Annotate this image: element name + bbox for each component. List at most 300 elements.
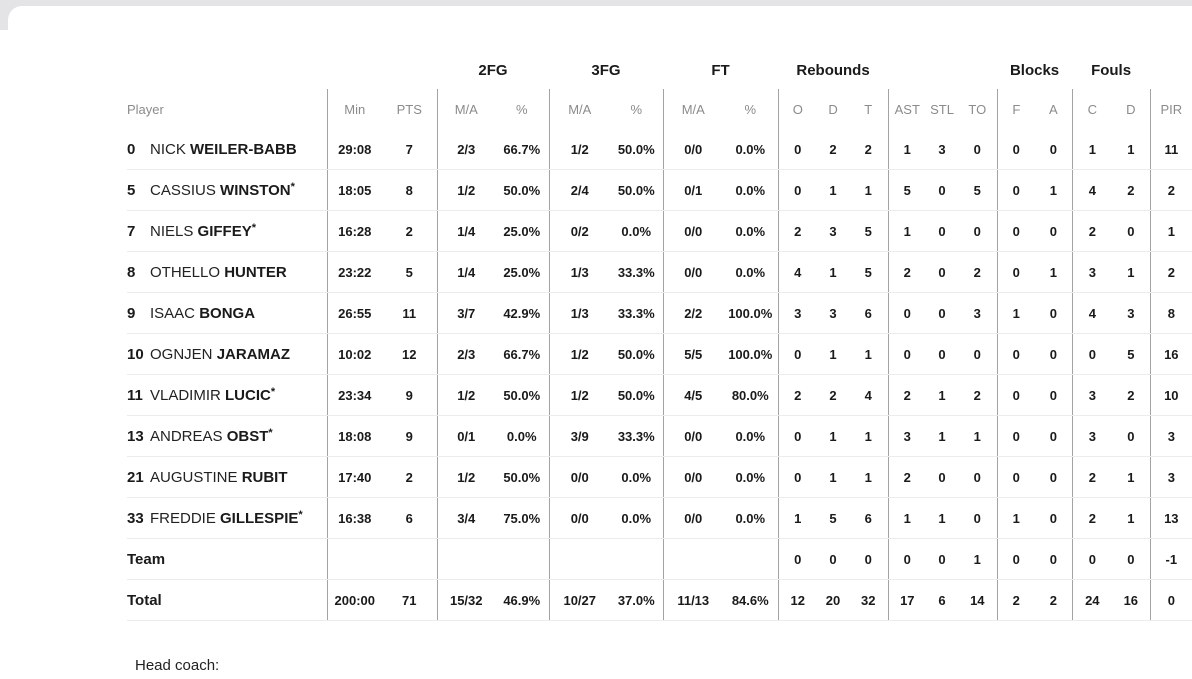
stat-3fg-pct: 37.0% bbox=[610, 580, 663, 621]
stat-pts: 12 bbox=[382, 334, 437, 375]
stat-pts: 9 bbox=[382, 416, 437, 457]
stat-reb-d: 0 bbox=[817, 539, 849, 580]
stat-2fg-ma bbox=[437, 539, 495, 580]
stat-ast: 2 bbox=[888, 252, 926, 293]
stat-to: 3 bbox=[958, 293, 997, 334]
player-last-name: WEILER-BABB bbox=[190, 140, 297, 158]
stat-min: 23:22 bbox=[327, 252, 382, 293]
stat-blk-a: 2 bbox=[1035, 580, 1072, 621]
stat-pir: 2 bbox=[1150, 252, 1192, 293]
stat-to: 0 bbox=[958, 129, 997, 170]
stat-reb-o: 12 bbox=[778, 580, 817, 621]
stat-ft-ma: 0/0 bbox=[663, 457, 723, 498]
jersey-number: 8 bbox=[127, 263, 136, 281]
stat-2fg-pct: 25.0% bbox=[495, 252, 549, 293]
player-first-name: OTHELLO bbox=[150, 263, 225, 281]
stat-ast: 17 bbox=[888, 580, 926, 621]
jersey-number: 9 bbox=[127, 304, 136, 322]
stat-pts: 71 bbox=[382, 580, 437, 621]
total-row-label: Total bbox=[127, 580, 327, 621]
stat-ast: 1 bbox=[888, 211, 926, 252]
stat-2fg-ma: 1/4 bbox=[437, 252, 495, 293]
column-header-to: TO bbox=[968, 101, 987, 117]
total-row bbox=[127, 580, 1192, 621]
player-first-name: AUGUSTINE bbox=[150, 468, 242, 486]
stat-reb-d: 5 bbox=[817, 498, 849, 539]
stat-foul-c: 3 bbox=[1072, 252, 1112, 293]
stat-3fg-pct: 50.0% bbox=[610, 375, 663, 416]
player-row bbox=[127, 252, 1192, 293]
stat-ft-pct: 0.0% bbox=[723, 457, 778, 498]
stat-ast: 0 bbox=[888, 293, 926, 334]
stat-blk-f: 0 bbox=[997, 170, 1035, 211]
stat-3fg-pct: 33.3% bbox=[610, 416, 663, 457]
column-header-foul-c: C bbox=[1072, 89, 1112, 129]
stat-3fg-ma: 0/0 bbox=[549, 457, 610, 498]
player-first-name: ANDREAS bbox=[150, 427, 227, 445]
stat-pts: 6 bbox=[382, 498, 437, 539]
stat-pir: 8 bbox=[1150, 293, 1192, 334]
column-header-2fg-pct: % bbox=[515, 101, 528, 117]
stat-reb-t: 2 bbox=[849, 129, 888, 170]
column-header-stl: STL bbox=[930, 101, 954, 117]
stat-pir: 3 bbox=[1150, 457, 1192, 498]
stat-foul-d: 0 bbox=[1112, 416, 1150, 457]
jersey-number: 21 bbox=[127, 468, 144, 486]
stat-3fg-ma: 1/2 bbox=[549, 334, 610, 375]
stat-min: 18:05 bbox=[327, 170, 382, 211]
group-header-blocks: Blocks bbox=[1009, 62, 1060, 79]
stat-min: 16:38 bbox=[327, 498, 382, 539]
column-header-row bbox=[127, 89, 1192, 129]
stat-ft-ma bbox=[663, 539, 723, 580]
stat-foul-c: 0 bbox=[1072, 334, 1112, 375]
stat-stl: 1 bbox=[926, 498, 958, 539]
player-first-name: NICK bbox=[150, 140, 191, 158]
column-header-min: Min bbox=[327, 89, 382, 129]
player-name-cell bbox=[127, 170, 327, 211]
column-header-ft-pct: % bbox=[744, 101, 757, 117]
stat-min: 26:55 bbox=[327, 293, 382, 334]
player-last-name: HUNTER bbox=[224, 263, 287, 281]
jersey-number: 13 bbox=[127, 427, 144, 445]
stat-ft-pct: 0.0% bbox=[723, 252, 778, 293]
stat-3fg-ma: 1/2 bbox=[549, 129, 610, 170]
stat-blk-f: 0 bbox=[997, 334, 1035, 375]
stat-to: 1 bbox=[958, 539, 997, 580]
stat-2fg-pct: 0.0% bbox=[495, 416, 549, 457]
player-row bbox=[127, 129, 1192, 170]
box-score-card bbox=[8, 6, 1192, 679]
table-header bbox=[127, 6, 1192, 129]
stat-reb-o: 1 bbox=[778, 498, 817, 539]
stat-2fg-pct: 25.0% bbox=[495, 211, 549, 252]
stat-stl: 0 bbox=[926, 539, 958, 580]
stat-2fg-ma: 15/32 bbox=[437, 580, 495, 621]
stat-stl: 1 bbox=[926, 375, 958, 416]
stat-reb-d: 3 bbox=[817, 211, 849, 252]
player-row bbox=[127, 170, 1192, 211]
stat-reb-t: 6 bbox=[849, 498, 888, 539]
stat-blk-a: 1 bbox=[1035, 170, 1072, 211]
stat-2fg-ma: 1/4 bbox=[437, 211, 495, 252]
stat-3fg-ma bbox=[549, 539, 610, 580]
group-header-rebounds: Rebounds bbox=[796, 62, 870, 79]
player-name-cell bbox=[127, 293, 327, 334]
stat-2fg-pct: 50.0% bbox=[495, 375, 549, 416]
stat-blk-f: 0 bbox=[997, 129, 1035, 170]
player-name-cell bbox=[127, 498, 327, 539]
stat-3fg-pct: 50.0% bbox=[610, 129, 663, 170]
column-header-ft-ma: M/A bbox=[663, 89, 723, 129]
column-header-3fg-pct: % bbox=[630, 101, 643, 117]
stat-pir: 1 bbox=[1150, 211, 1192, 252]
stat-foul-d: 1 bbox=[1112, 129, 1150, 170]
stat-pir: 16 bbox=[1150, 334, 1192, 375]
stat-ft-ma: 0/0 bbox=[663, 252, 723, 293]
stat-reb-t: 5 bbox=[849, 252, 888, 293]
stat-ft-pct: 100.0% bbox=[723, 334, 778, 375]
stat-reb-t: 1 bbox=[849, 170, 888, 211]
stat-reb-d: 20 bbox=[817, 580, 849, 621]
stat-ast: 0 bbox=[888, 334, 926, 375]
stat-blk-f: 0 bbox=[997, 457, 1035, 498]
player-row bbox=[127, 416, 1192, 457]
stat-reb-o: 0 bbox=[778, 539, 817, 580]
stat-reb-d: 1 bbox=[817, 457, 849, 498]
stat-foul-d: 16 bbox=[1112, 580, 1150, 621]
stat-2fg-ma: 2/3 bbox=[437, 334, 495, 375]
stat-blk-a: 0 bbox=[1035, 293, 1072, 334]
stat-2fg-ma: 3/4 bbox=[437, 498, 495, 539]
stat-pts: 7 bbox=[382, 129, 437, 170]
group-header-2fg: 2FG bbox=[478, 62, 508, 79]
column-header-blk-f: F bbox=[997, 89, 1035, 129]
stat-blk-f: 0 bbox=[997, 416, 1035, 457]
stat-ft-ma: 11/13 bbox=[663, 580, 723, 621]
stat-to: 2 bbox=[958, 252, 997, 293]
stat-foul-c: 2 bbox=[1072, 457, 1112, 498]
player-first-name: ISAAC bbox=[150, 304, 200, 322]
group-header-ft: FT bbox=[711, 62, 730, 79]
stat-reb-o: 2 bbox=[778, 211, 817, 252]
stat-stl: 6 bbox=[926, 580, 958, 621]
stat-2fg-pct: 42.9% bbox=[495, 293, 549, 334]
stat-min: 18:08 bbox=[327, 416, 382, 457]
stat-ast: 1 bbox=[888, 129, 926, 170]
jersey-number: 7 bbox=[127, 222, 136, 240]
stat-to: 0 bbox=[958, 211, 997, 252]
stat-2fg-ma: 0/1 bbox=[437, 416, 495, 457]
column-header-foul-d: D bbox=[1126, 101, 1136, 117]
stat-ft-pct: 0.0% bbox=[723, 211, 778, 252]
stat-foul-c: 1 bbox=[1072, 129, 1112, 170]
player-row bbox=[127, 498, 1192, 539]
jersey-number: 5 bbox=[127, 181, 136, 199]
stat-blk-a: 0 bbox=[1035, 129, 1072, 170]
stat-pir: 10 bbox=[1150, 375, 1192, 416]
stat-min: 16:28 bbox=[327, 211, 382, 252]
stat-reb-t: 32 bbox=[849, 580, 888, 621]
stat-pts: 8 bbox=[382, 170, 437, 211]
group-spacer bbox=[127, 6, 437, 89]
group-spacer bbox=[888, 6, 997, 89]
stat-2fg-ma: 1/2 bbox=[437, 457, 495, 498]
stat-ft-pct: 0.0% bbox=[723, 170, 778, 211]
group-spacer bbox=[1150, 6, 1192, 89]
jersey-number: 0 bbox=[127, 140, 136, 158]
stat-ft-ma: 0/0 bbox=[663, 498, 723, 539]
stat-pir: 11 bbox=[1150, 129, 1192, 170]
stat-stl: 0 bbox=[926, 170, 958, 211]
stat-foul-c: 0 bbox=[1072, 539, 1112, 580]
stat-foul-c: 24 bbox=[1072, 580, 1112, 621]
stat-3fg-ma: 1/3 bbox=[549, 252, 610, 293]
stat-ft-pct: 84.6% bbox=[723, 580, 778, 621]
stat-ast: 0 bbox=[888, 539, 926, 580]
stat-2fg-ma: 1/2 bbox=[437, 170, 495, 211]
player-first-name: FREDDIE bbox=[150, 509, 221, 527]
stat-3fg-ma: 1/3 bbox=[549, 293, 610, 334]
player-last-name: LUCIC bbox=[225, 386, 271, 404]
stat-pts: 2 bbox=[382, 457, 437, 498]
group-header-3fg: 3FG bbox=[591, 62, 621, 79]
stat-foul-c: 3 bbox=[1072, 375, 1112, 416]
stat-pts: 5 bbox=[382, 252, 437, 293]
player-row bbox=[127, 211, 1192, 252]
player-row bbox=[127, 375, 1192, 416]
stat-reb-o: 0 bbox=[778, 334, 817, 375]
player-first-name: CASSIUS bbox=[150, 181, 221, 199]
stat-blk-f: 1 bbox=[997, 498, 1035, 539]
stat-3fg-ma: 2/4 bbox=[549, 170, 610, 211]
starter-mark: * bbox=[251, 221, 256, 234]
player-last-name: WINSTON bbox=[220, 181, 291, 199]
stat-stl: 0 bbox=[926, 211, 958, 252]
stat-foul-c: 4 bbox=[1072, 170, 1112, 211]
stat-pir: 3 bbox=[1150, 416, 1192, 457]
column-header-ast: AST bbox=[888, 89, 926, 129]
stat-3fg-ma: 0/2 bbox=[549, 211, 610, 252]
stat-reb-d: 3 bbox=[817, 293, 849, 334]
stat-reb-t: 1 bbox=[849, 457, 888, 498]
stat-3fg-pct: 33.3% bbox=[610, 252, 663, 293]
stat-3fg-ma: 1/2 bbox=[549, 375, 610, 416]
stat-ft-ma: 0/1 bbox=[663, 170, 723, 211]
column-header-pts: PTS bbox=[396, 101, 422, 117]
stat-ft-ma: 5/5 bbox=[663, 334, 723, 375]
stat-stl: 0 bbox=[926, 334, 958, 375]
player-name-cell bbox=[127, 252, 327, 293]
stat-2fg-pct: 75.0% bbox=[495, 498, 549, 539]
player-row bbox=[127, 293, 1192, 334]
stat-reb-t: 0 bbox=[849, 539, 888, 580]
stat-to: 0 bbox=[958, 498, 997, 539]
stat-reb-t: 5 bbox=[849, 211, 888, 252]
stat-3fg-pct: 50.0% bbox=[610, 334, 663, 375]
stat-2fg-pct: 50.0% bbox=[495, 457, 549, 498]
stat-2fg-ma: 2/3 bbox=[437, 129, 495, 170]
stat-min: 200:00 bbox=[327, 580, 382, 621]
column-header-reb-d: D bbox=[828, 101, 838, 117]
stat-2fg-pct: 66.7% bbox=[495, 129, 549, 170]
stat-2fg-pct: 66.7% bbox=[495, 334, 549, 375]
stat-2fg-ma: 1/2 bbox=[437, 375, 495, 416]
player-row bbox=[127, 334, 1192, 375]
stat-blk-f: 0 bbox=[997, 539, 1035, 580]
stat-pir: -1 bbox=[1150, 539, 1192, 580]
stat-foul-c: 2 bbox=[1072, 211, 1112, 252]
stat-to: 1 bbox=[958, 416, 997, 457]
stat-3fg-ma: 3/9 bbox=[549, 416, 610, 457]
column-header-3fg-ma: M/A bbox=[549, 89, 610, 129]
stat-ft-pct bbox=[723, 539, 778, 580]
stat-blk-f: 0 bbox=[997, 375, 1035, 416]
stat-ft-pct: 0.0% bbox=[723, 498, 778, 539]
starter-mark: * bbox=[290, 180, 295, 193]
starter-mark: * bbox=[268, 426, 273, 439]
player-last-name: OBST bbox=[226, 427, 269, 445]
stat-3fg-pct: 50.0% bbox=[610, 170, 663, 211]
stat-ft-pct: 80.0% bbox=[723, 375, 778, 416]
stat-pir: 0 bbox=[1150, 580, 1192, 621]
stat-reb-t: 1 bbox=[849, 334, 888, 375]
stat-blk-a: 0 bbox=[1035, 457, 1072, 498]
player-first-name: NIELS bbox=[150, 222, 198, 240]
stat-min: 29:08 bbox=[327, 129, 382, 170]
stat-blk-a: 0 bbox=[1035, 416, 1072, 457]
stat-stl: 0 bbox=[926, 252, 958, 293]
team-row-label: Team bbox=[127, 539, 327, 580]
stat-reb-o: 2 bbox=[778, 375, 817, 416]
stat-blk-a: 0 bbox=[1035, 375, 1072, 416]
starter-mark: * bbox=[270, 385, 276, 398]
player-name-cell bbox=[127, 375, 327, 416]
stat-reb-t: 6 bbox=[849, 293, 888, 334]
starter-mark: * bbox=[298, 508, 303, 521]
stat-pts bbox=[382, 539, 437, 580]
column-header-reb-t: T bbox=[864, 101, 873, 117]
stat-3fg-pct: 0.0% bbox=[610, 457, 663, 498]
column-header-player: Player bbox=[127, 101, 164, 117]
player-last-name: GIFFEY bbox=[197, 222, 252, 240]
stat-pts: 9 bbox=[382, 375, 437, 416]
stat-blk-f: 1 bbox=[997, 293, 1035, 334]
box-score-table bbox=[127, 6, 1192, 621]
stat-to: 14 bbox=[958, 580, 997, 621]
stat-ft-ma: 0/0 bbox=[663, 129, 723, 170]
stat-ft-pct: 100.0% bbox=[723, 293, 778, 334]
stat-foul-d: 1 bbox=[1112, 457, 1150, 498]
player-name-cell bbox=[127, 457, 327, 498]
stat-foul-d: 0 bbox=[1112, 539, 1150, 580]
stat-ft-pct: 0.0% bbox=[723, 416, 778, 457]
stat-foul-d: 0 bbox=[1112, 211, 1150, 252]
stat-foul-d: 5 bbox=[1112, 334, 1150, 375]
group-header-row bbox=[127, 6, 1192, 89]
stat-reb-o: 0 bbox=[778, 457, 817, 498]
player-name-cell bbox=[127, 416, 327, 457]
table-body bbox=[127, 129, 1192, 621]
column-header-pir: PIR bbox=[1150, 89, 1192, 129]
stat-3fg-pct: 0.0% bbox=[610, 498, 663, 539]
stat-3fg-pct bbox=[610, 539, 663, 580]
player-last-name: RUBIT bbox=[241, 468, 288, 486]
stat-to: 0 bbox=[958, 457, 997, 498]
stat-to: 0 bbox=[958, 334, 997, 375]
stat-foul-d: 1 bbox=[1112, 498, 1150, 539]
stat-blk-a: 0 bbox=[1035, 211, 1072, 252]
stat-ft-pct: 0.0% bbox=[723, 129, 778, 170]
stat-2fg-pct: 50.0% bbox=[495, 170, 549, 211]
player-name-cell bbox=[127, 334, 327, 375]
stat-foul-d: 1 bbox=[1112, 252, 1150, 293]
stat-2fg-pct: 46.9% bbox=[495, 580, 549, 621]
stat-to: 2 bbox=[958, 375, 997, 416]
jersey-number: 11 bbox=[127, 386, 143, 404]
stat-blk-a: 0 bbox=[1035, 539, 1072, 580]
stat-stl: 0 bbox=[926, 293, 958, 334]
stat-reb-d: 1 bbox=[817, 334, 849, 375]
column-header-blk-a: A bbox=[1048, 101, 1058, 117]
stat-blk-f: 0 bbox=[997, 211, 1035, 252]
stat-foul-d: 2 bbox=[1112, 170, 1150, 211]
stat-reb-t: 4 bbox=[849, 375, 888, 416]
player-first-name: VLADIMIR bbox=[150, 386, 226, 404]
stat-foul-c: 2 bbox=[1072, 498, 1112, 539]
stat-blk-a: 1 bbox=[1035, 252, 1072, 293]
stat-reb-o: 3 bbox=[778, 293, 817, 334]
team-row bbox=[127, 539, 1192, 580]
stat-blk-f: 2 bbox=[997, 580, 1035, 621]
stat-reb-d: 2 bbox=[817, 375, 849, 416]
stat-reb-o: 4 bbox=[778, 252, 817, 293]
stat-ast: 2 bbox=[888, 457, 926, 498]
stat-foul-d: 2 bbox=[1112, 375, 1150, 416]
player-last-name: GILLESPIE bbox=[220, 509, 299, 527]
stat-min bbox=[327, 539, 382, 580]
stat-3fg-ma: 10/27 bbox=[549, 580, 610, 621]
player-last-name: JARAMAZ bbox=[216, 345, 291, 363]
stat-ast: 2 bbox=[888, 375, 926, 416]
stat-min: 23:34 bbox=[327, 375, 382, 416]
stat-reb-d: 1 bbox=[817, 170, 849, 211]
stat-blk-f: 0 bbox=[997, 252, 1035, 293]
stat-reb-d: 1 bbox=[817, 252, 849, 293]
stat-min: 10:02 bbox=[327, 334, 382, 375]
stat-reb-o: 0 bbox=[778, 416, 817, 457]
stat-reb-o: 0 bbox=[778, 170, 817, 211]
stat-2fg-pct bbox=[495, 539, 549, 580]
stat-foul-c: 3 bbox=[1072, 416, 1112, 457]
stat-reb-o: 0 bbox=[778, 129, 817, 170]
stat-reb-t: 1 bbox=[849, 416, 888, 457]
stat-pts: 2 bbox=[382, 211, 437, 252]
stat-min: 17:40 bbox=[327, 457, 382, 498]
stat-pir: 13 bbox=[1150, 498, 1192, 539]
stat-blk-a: 0 bbox=[1035, 334, 1072, 375]
stat-3fg-pct: 0.0% bbox=[610, 211, 663, 252]
head-coach-label: Head coach: bbox=[135, 657, 220, 674]
stat-foul-d: 3 bbox=[1112, 293, 1150, 334]
column-header-2fg-ma: M/A bbox=[437, 89, 495, 129]
stat-to: 5 bbox=[958, 170, 997, 211]
column-header-reb-o: O bbox=[778, 89, 817, 129]
stat-ast: 3 bbox=[888, 416, 926, 457]
stat-stl: 1 bbox=[926, 416, 958, 457]
player-first-name: OGNJEN bbox=[150, 345, 217, 363]
stat-ft-ma: 0/0 bbox=[663, 416, 723, 457]
